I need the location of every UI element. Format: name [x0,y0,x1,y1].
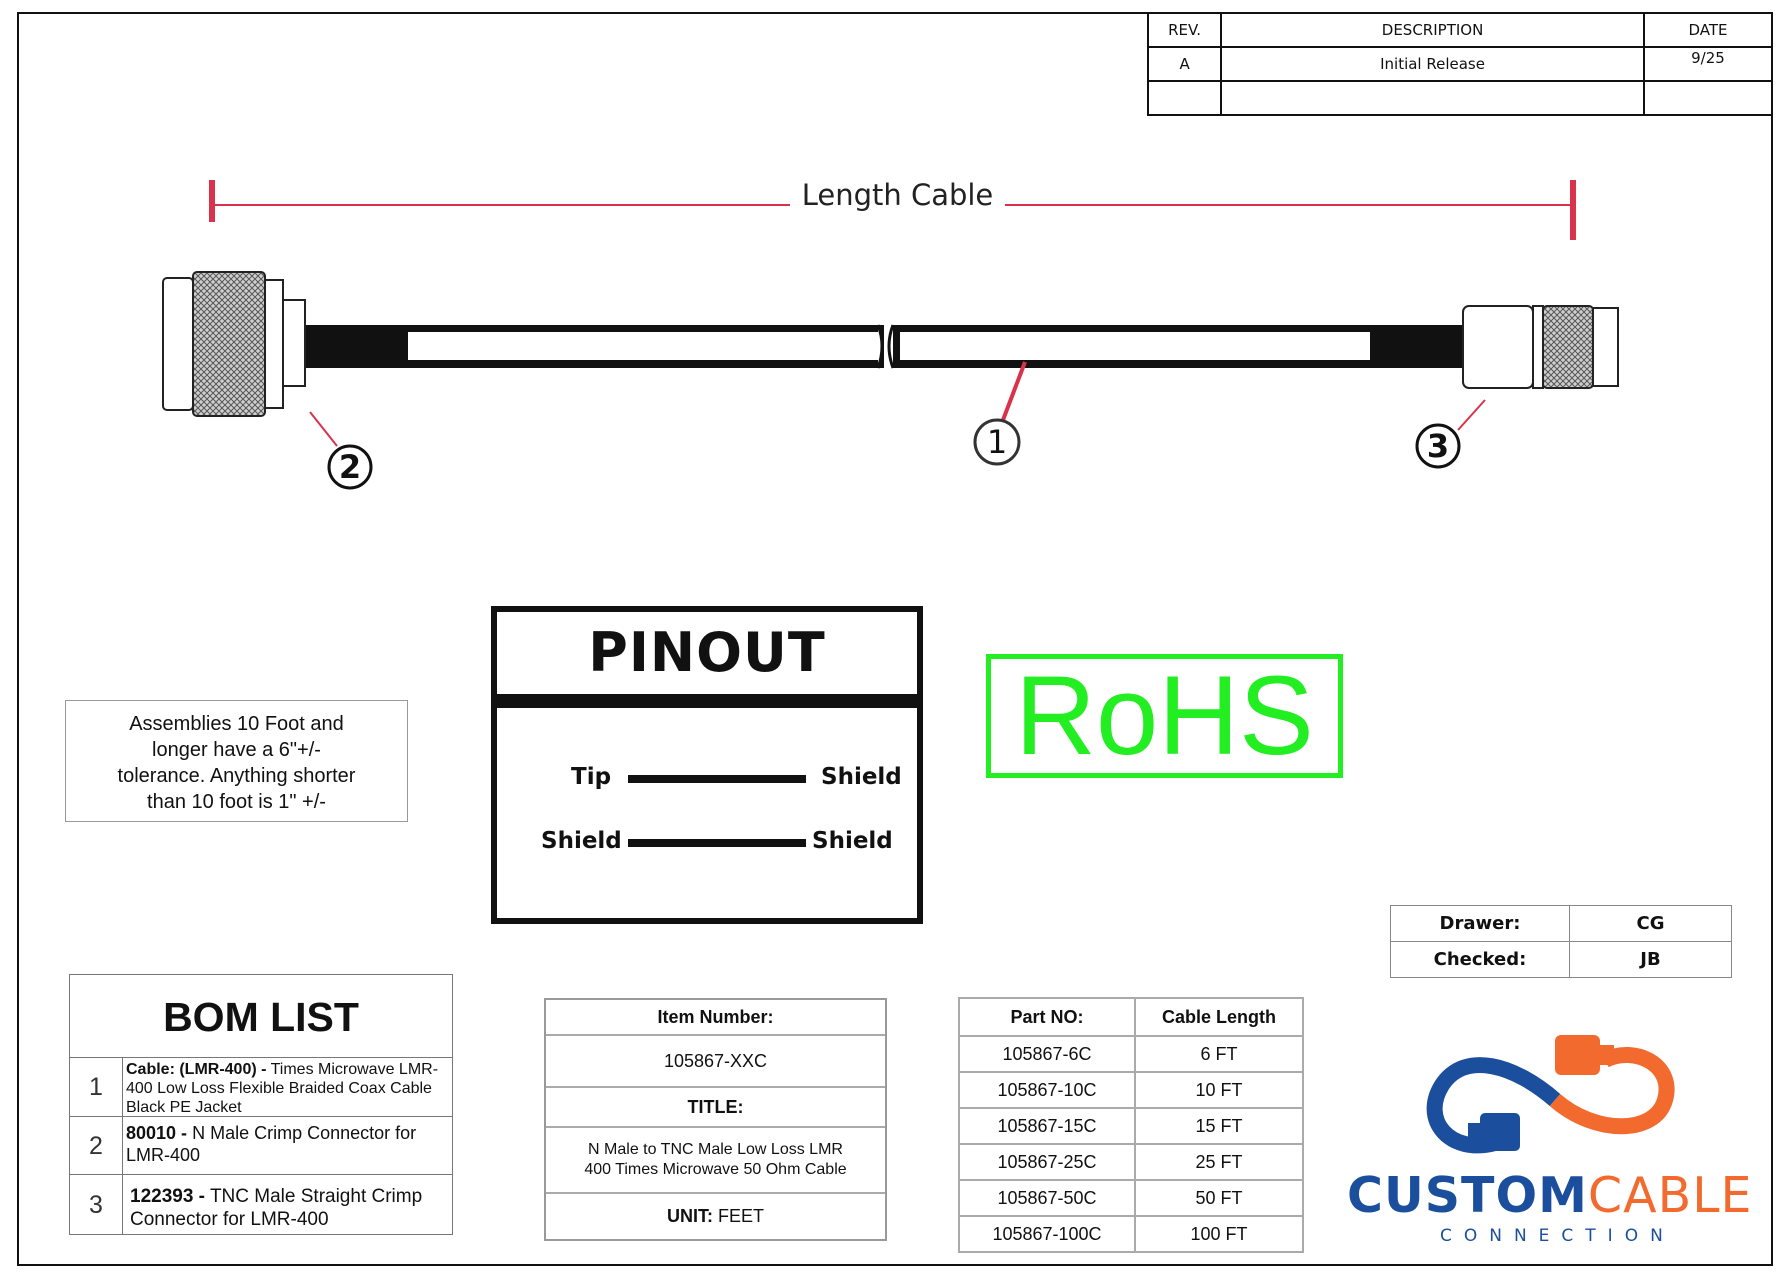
length-cell: 25 FT [1135,1144,1303,1180]
title-label: TITLE: [546,1088,885,1128]
bom-item-number: 3 [70,1175,123,1235]
unit-row [546,1194,885,1239]
title-value: N Male to TNC Male Low Loss LMR 400 Times Microwave 50 Ohm Cable [546,1128,885,1194]
pin-shield-left: Shield [541,828,622,854]
date-header: DATE [1644,13,1772,47]
bom-desc: N Male Crimp Connector for LMR-400 [126,1123,417,1165]
bom-item-text [130,1185,448,1231]
pin-tip-right: Shield [821,764,902,790]
rev-value: A [1148,47,1221,81]
unit-label: UNIT: [666,1206,713,1226]
bom-item-text [126,1060,448,1117]
length-cell: 100 FT [1135,1216,1303,1252]
bom-desc: Times Microwave LMR-400 Low Loss Flexible Braided Coax Cable Black PE Jacket [126,1061,439,1116]
part-no-cell: 105867-6C [959,1036,1135,1072]
callout-1-number: 1 [986,423,1008,461]
checked-label: Checked: [1391,942,1570,978]
pin-tip-wire [628,775,806,783]
part-no-cell: 105867-15C [959,1108,1135,1144]
cable-left-section [300,325,884,368]
tolerance-note-line: than 10 foot is 1" +/- [147,791,326,813]
unit-value: FEET [718,1206,765,1226]
item-number-value: 105867-XXC [546,1036,885,1088]
tolerance-note-line: Assemblies 10 Foot and [129,713,344,735]
description-header: DESCRIPTION [1221,13,1644,47]
logo-word-connection: CONNECTION [1440,1226,1675,1246]
logo-wordmark [1347,1167,1753,1224]
pinout-box [491,606,923,924]
table-row [959,1108,1303,1144]
length-cell: 10 FT [1135,1072,1303,1108]
logo-word-cable: CABLE [1587,1167,1753,1224]
tolerance-note-line: tolerance. Anything shorter [117,765,356,787]
bom-title: BOM LIST [163,994,359,1040]
pin-shield-wire [628,839,806,847]
drawer-block [1390,905,1732,978]
cable-diagram [0,0,1788,560]
bom-item-number: 2 [70,1117,123,1175]
table-row [959,1036,1303,1072]
rohs-mark: RoHS [986,654,1343,778]
table-row [959,1072,1303,1108]
item-number-label: Item Number: [546,1000,885,1036]
logo-word-custom: CUSTOM [1347,1167,1588,1224]
drawer-label: Drawer: [1391,906,1570,942]
bom-part: 122393 - [130,1186,206,1207]
drawer-value: CG [1570,906,1732,942]
bom-row [70,1174,452,1235]
checked-value: JB [1570,942,1732,978]
tolerance-note [65,700,408,822]
length-cable-label: Length Cable [790,178,1005,212]
callout-1-leader [1003,362,1025,420]
callout-2-number: 2 [338,448,362,486]
pinout-title: PINOUT [588,621,826,684]
bom-list [69,974,453,1235]
part-no-cell: 105867-25C [959,1144,1135,1180]
rev-header: REV. [1148,13,1221,47]
pin-shield-right: Shield [812,828,893,854]
part-no-cell: 105867-50C [959,1180,1135,1216]
length-cell: 6 FT [1135,1036,1303,1072]
table-row [959,1216,1303,1252]
table-row [959,1144,1303,1180]
callout-3-number: 3 [1426,427,1450,465]
part-no-cell: 105867-100C [959,1216,1135,1252]
bom-row [70,1116,452,1175]
n-male-connector [163,272,305,416]
cable-right-section [889,325,1463,368]
bom-desc: TNC Male Straight Crimp Connector for LMR-400 [130,1186,423,1230]
description-value: Initial Release [1221,47,1644,81]
item-block [544,998,887,1241]
callout-3-leader [1458,400,1485,430]
bom-part: Cable: (LMR-400) - [126,1061,267,1078]
parts-table [958,997,1304,1253]
part-no-header: Part NO: [959,998,1135,1036]
bom-item-text [126,1122,448,1166]
length-cell: 15 FT [1135,1108,1303,1144]
company-logo-icon [1420,1025,1690,1165]
bom-item-number: 1 [70,1058,123,1117]
callout-2-leader [310,412,337,446]
table-row [959,1180,1303,1216]
bom-row [70,1057,452,1117]
length-cell: 50 FT [1135,1180,1303,1216]
tnc-male-connector [1463,306,1618,388]
tolerance-note-line: longer have a 6"+/- [152,739,321,761]
pinout-divider [497,694,917,708]
part-no-cell: 105867-10C [959,1072,1135,1108]
date-value: 9/25 [1644,47,1772,81]
pin-tip-left: Tip [571,764,612,790]
bom-part: 80010 - [126,1123,188,1143]
cable-length-header: Cable Length [1135,998,1303,1036]
